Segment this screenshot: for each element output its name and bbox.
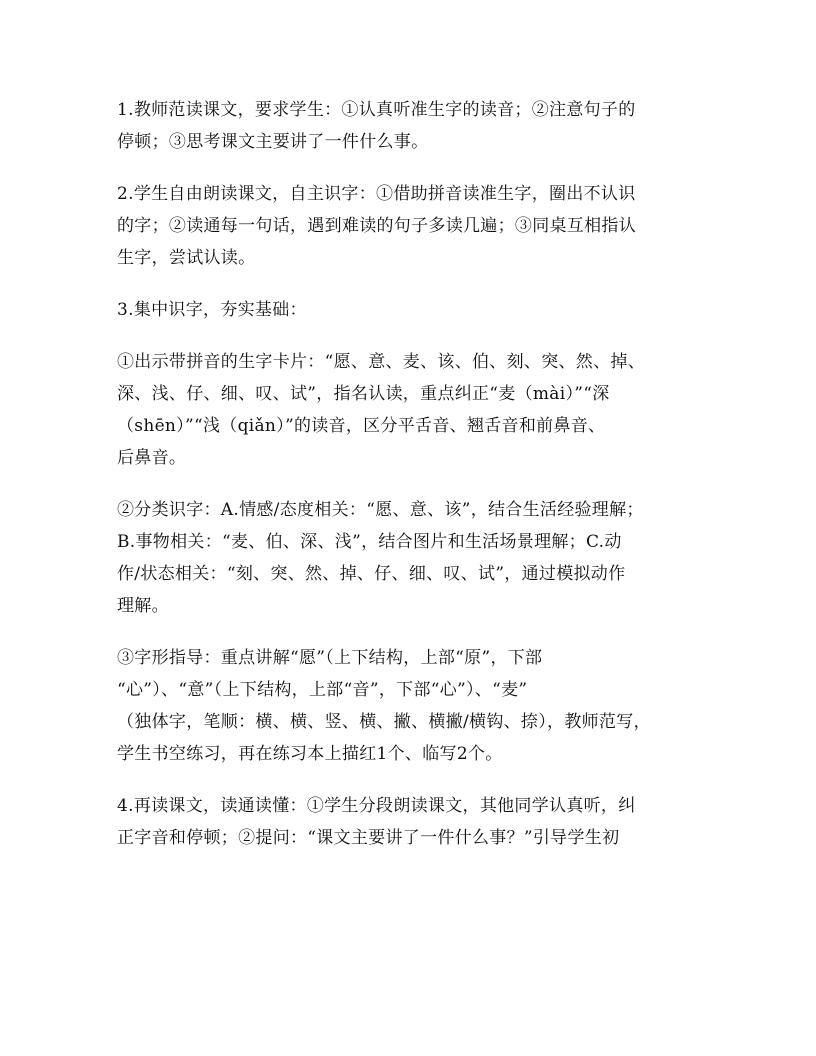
text-line: 4.再读课文，读通读懂：①学生分段朗读课文，其他同学认真听，纠 xyxy=(117,796,636,816)
paragraph-teacher-model-reading xyxy=(117,94,713,158)
text-line: B.事物相关：“麦、伯、深、浅”，结合图片和生活场景理解；C.动 xyxy=(117,532,622,552)
paragraph-free-reading xyxy=(117,178,713,274)
text-line: 理解。 xyxy=(117,596,169,616)
text-line: ①出示带拼音的生字卡片：“愿、意、麦、该、伯、刻、突、然、掉、 xyxy=(117,352,645,372)
text-line: 作/状态相关：“刻、突、然、掉、仔、细、叹、试”，通过模拟动作 xyxy=(117,564,626,584)
text-line: 正字音和停顿；②提问：“课文主要讲了一件什么事？”引导学生初 xyxy=(117,828,620,848)
paragraph-glyph-guidance xyxy=(117,642,713,770)
text-line: （独体字，笔顺：横、横、竖、横、撇、横撇/横钩、捺），教师范写， xyxy=(117,712,651,732)
text-line: 1.教师范读课文，要求学生：①认真听准生字的读音；②注意句子的 xyxy=(117,100,636,120)
text-line: 停顿；③思考课文主要讲了一件什么事。 xyxy=(117,132,429,152)
paragraph-character-cards xyxy=(117,346,713,474)
text-line: ②分类识字：A.情感/态度相关：“愿、意、该”，结合生活经验理解； xyxy=(117,500,644,520)
text-line: ③字形指导：重点讲解“愿”（上下结构，上部“原”，下部 xyxy=(117,648,543,668)
paragraph-reread-text xyxy=(117,790,713,854)
text-line: 3.集中识字，夯实基础： xyxy=(117,300,307,320)
paragraph-categorized-literacy xyxy=(117,494,713,622)
text-line: 学生书空练习，再在练习本上描红1个、临写2个。 xyxy=(117,744,503,764)
text-line: （shēn）”“浅（qiǎn）”的读音，区分平舌音、翘舌音和前鼻音、 xyxy=(117,416,606,436)
text-line: 的字；②读通每一句话，遇到难读的句子多读几遍；③同桌互相指认 xyxy=(117,216,636,236)
text-line: “心”）、“意”（上下结构，上部“音”，下部“心”）、“麦” xyxy=(117,680,528,700)
text-line: 生字，尝试认读。 xyxy=(117,248,256,268)
text-line: 后鼻音。 xyxy=(117,448,187,468)
text-line: 2.学生自由朗读课文，自主识字：①借助拼音读准生字，圈出不认识 xyxy=(117,184,636,204)
paragraph-focused-literacy-heading xyxy=(117,294,713,326)
document-body xyxy=(117,94,713,874)
text-line: 深、浅、仔、细、叹、试”，指名认读，重点纠正“麦（mài）”“深 xyxy=(117,384,610,404)
